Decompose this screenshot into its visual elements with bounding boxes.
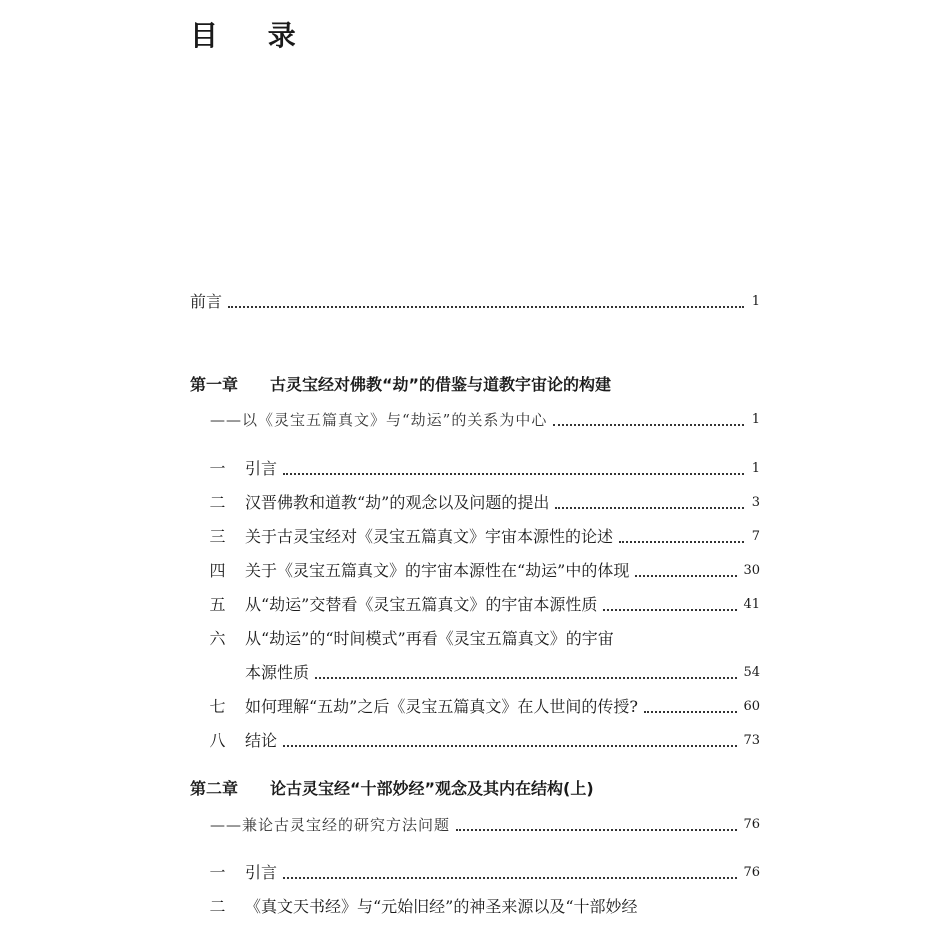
toc-entry[interactable] xyxy=(190,590,760,616)
dot-leader xyxy=(603,609,737,611)
toc-entry[interactable] xyxy=(190,488,760,514)
toc-entry-continuation[interactable] xyxy=(245,658,760,684)
dot-leader xyxy=(456,829,737,831)
entry-page: 1 xyxy=(751,294,760,309)
entry-label: 关于《灵宝五篇真文》的宇宙本源性在“劫运”中的体现 xyxy=(245,561,630,580)
entry-label-continuation: 本源性质 xyxy=(245,663,310,682)
chapter-number: 第一章 xyxy=(190,375,239,394)
chapter-1-heading[interactable] xyxy=(190,372,611,398)
entry-label: 汉晋佛教和道教“劫”的观念以及问题的提出 xyxy=(245,493,550,512)
chapter-title: 古灵宝经对佛教“劫”的借鉴与道教宇宙论的构建 xyxy=(270,375,612,394)
chapter-2-subtitle[interactable] xyxy=(210,810,760,836)
chapter-2-heading[interactable] xyxy=(190,776,594,802)
entry-number: 五 xyxy=(209,595,226,614)
entry-page: 41 xyxy=(743,597,760,612)
chapter-title: 论古灵宝经“十部妙经”观念及其内在结构(上) xyxy=(270,779,594,798)
entry-label: 前言 xyxy=(190,292,223,311)
toc-entry[interactable] xyxy=(190,624,760,650)
entry-label: 从“劫运”交替看《灵宝五篇真文》的宇宙本源性质 xyxy=(245,595,598,614)
entry-number: 一 xyxy=(209,459,226,478)
entry-number: 六 xyxy=(209,629,226,648)
entry-number: 一 xyxy=(209,863,226,882)
dot-leader xyxy=(644,711,738,713)
dot-leader xyxy=(283,745,737,747)
toc-entry[interactable] xyxy=(190,726,760,752)
entry-label: 如何理解“五劫”之后《灵宝五篇真文》在人世间的传授? xyxy=(245,697,638,716)
entry-number: 三 xyxy=(209,527,226,546)
chapter-subtitle: ——以《灵宝五篇真文》与“劫运”的关系为中心 xyxy=(210,411,548,429)
dot-leader xyxy=(228,306,744,308)
dot-leader xyxy=(283,473,744,475)
entry-label: 关于古灵宝经对《灵宝五篇真文》宇宙本源性的论述 xyxy=(245,527,614,546)
dot-leader xyxy=(553,424,744,426)
entry-page: 7 xyxy=(751,529,760,544)
chapter-1-subtitle[interactable] xyxy=(210,405,760,431)
toc-entry[interactable] xyxy=(190,522,760,548)
entry-page: 76 xyxy=(743,817,760,832)
toc-entry[interactable] xyxy=(190,556,760,582)
entry-page: 1 xyxy=(751,461,760,476)
entry-page: 54 xyxy=(743,665,760,680)
entry-page: 60 xyxy=(743,699,760,714)
entry-number: 八 xyxy=(209,731,226,750)
page-title: 目 录 xyxy=(190,19,316,52)
entry-page: 73 xyxy=(743,733,760,748)
entry-number: 二 xyxy=(209,897,226,916)
entry-label: 引言 xyxy=(245,459,278,478)
entry-number: 七 xyxy=(209,697,226,716)
dot-leader xyxy=(555,507,744,509)
entry-page: 1 xyxy=(751,412,760,427)
dot-leader xyxy=(315,677,737,679)
toc-entry[interactable] xyxy=(190,692,760,718)
entry-label: 《真文天书经》与“元始旧经”的神圣来源以及“十部妙经 xyxy=(245,897,638,916)
chapter-subtitle: ——兼论古灵宝经的研究方法问题 xyxy=(210,816,451,834)
entry-page: 30 xyxy=(743,563,760,578)
entry-label: 从“劫运”的“时间模式”再看《灵宝五篇真文》的宇宙 xyxy=(245,629,614,648)
dot-leader xyxy=(635,575,737,577)
entry-number: 二 xyxy=(209,493,226,512)
entry-page: 3 xyxy=(751,495,760,510)
chapter-number: 第二章 xyxy=(190,779,239,798)
entry-number: 四 xyxy=(209,561,226,580)
entry-page: 76 xyxy=(743,865,760,880)
toc-entry[interactable] xyxy=(190,892,760,918)
entry-label: 结论 xyxy=(245,731,278,750)
toc-entry[interactable] xyxy=(190,454,760,480)
dot-leader xyxy=(283,877,737,879)
dot-leader xyxy=(619,541,744,543)
toc-entry-preface[interactable] xyxy=(190,287,760,313)
toc-entry[interactable] xyxy=(190,858,760,884)
entry-label: 引言 xyxy=(245,863,278,882)
